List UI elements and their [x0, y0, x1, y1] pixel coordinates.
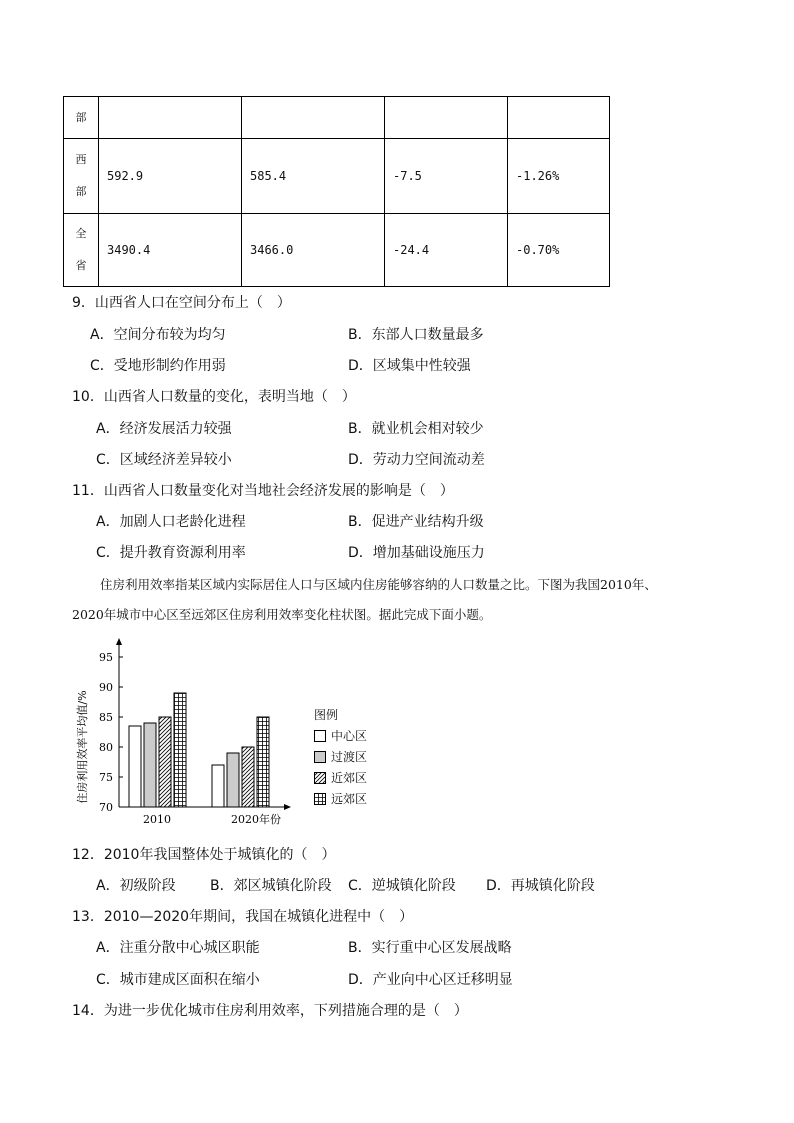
table-cell: 592.9: [99, 139, 242, 214]
option-13b[interactable]: B．实行重中心区发展战略: [348, 940, 512, 956]
option-11d[interactable]: D．增加基础设施压力: [348, 545, 485, 561]
legend-item: 近郊区: [314, 767, 367, 788]
table-cell: -24.4: [385, 214, 508, 287]
option-9a[interactable]: A．空间分布较为均匀: [90, 327, 226, 343]
table-cell: 3490.4: [99, 214, 242, 287]
option-10d[interactable]: D．劳动力空间流动差: [348, 452, 485, 468]
bar-gray-2020: [227, 753, 239, 807]
bar-diagonal-2020: [242, 747, 254, 807]
bar-blank-2010: [129, 726, 141, 807]
option-13a[interactable]: A．注重分散中心城区职能: [96, 940, 260, 956]
legend-item: 远郊区: [314, 788, 367, 809]
option-13d[interactable]: D．产业向中心区迁移明显: [348, 972, 513, 988]
y-axis-label: 住房利用效率平均值/%: [76, 690, 89, 804]
legend-item: 中心区: [314, 725, 367, 746]
table-cell: 585.4: [242, 139, 385, 214]
table-cell: 3466.0: [242, 214, 385, 287]
option-10a[interactable]: A．经济发展活力较强: [96, 421, 232, 437]
bar-blank-2020: [212, 765, 224, 807]
question-11: 11．山西省人口数量变化对当地社会经济发展的影响是（ ）: [72, 483, 454, 499]
region-cell: 西 部: [64, 139, 99, 214]
option-12b[interactable]: B．郊区城镇化阶段: [210, 878, 332, 894]
legend-swatch-grid: [314, 793, 326, 805]
table-cell: [99, 97, 242, 139]
legend-title: 图例: [314, 708, 339, 722]
question-12: 12．2010年我国整体处于城镇化的（ ）: [72, 847, 336, 863]
y-tick-label: 80: [99, 741, 113, 754]
passage-line-2: 2020年城市中心区至远郊区住房利用效率变化柱状图。据此完成下面小题。: [72, 607, 492, 622]
table-cell: -0.70%: [508, 214, 610, 287]
question-13: 13．2010—2020年期间，我国在城镇化进程中（ ）: [72, 909, 414, 925]
legend-swatch-blank: [314, 730, 326, 742]
y-tick-label: 95: [99, 651, 113, 664]
x-tick-label-2010: 2010: [143, 813, 171, 826]
option-9b[interactable]: B．东部人口数量最多: [348, 327, 484, 343]
option-11c[interactable]: C．提升教育资源利用率: [96, 545, 246, 561]
legend-item: 过渡区: [314, 746, 367, 767]
y-tick-label: 85: [99, 711, 113, 724]
table-cell: [385, 97, 508, 139]
option-12a[interactable]: A．初级阶段: [96, 878, 176, 894]
table-cell: -1.26%: [508, 139, 610, 214]
table-row: [64, 139, 610, 214]
y-tick-label: 90: [99, 681, 113, 694]
bar-gray-2010: [144, 723, 156, 807]
question-10: 10．山西省人口数量的变化，表明当地（ ）: [72, 389, 356, 405]
legend-swatch-gray: [314, 751, 326, 763]
region-cell: 全 省: [64, 214, 99, 287]
option-9c[interactable]: C．受地形制约作用弱: [90, 358, 226, 374]
x-axis-category-2020-label: 2020年份: [231, 813, 281, 826]
question-14: 14．为进一步优化城市住房利用效率，下列措施合理的是（ ）: [72, 1003, 468, 1019]
question-9: 9．山西省人口在空间分布上（ ）: [72, 295, 291, 311]
y-tick-label: 75: [99, 771, 113, 784]
option-11a[interactable]: A．加剧人口老龄化进程: [96, 514, 246, 530]
option-10b[interactable]: B．就业机会相对较少: [348, 421, 484, 437]
table-cell: [242, 97, 385, 139]
passage-line-1: 住房利用效率指某区域内实际居住人口与区域内住房能够容纳的人口数量之比。下图为我国2010年、: [100, 577, 657, 592]
option-10c[interactable]: C．区域经济差异较小: [96, 452, 232, 468]
bar-diagonal-2010: [159, 717, 171, 807]
option-9d[interactable]: D．区域集中性较强: [348, 358, 471, 374]
table-row: [64, 97, 610, 139]
option-11b[interactable]: B．促进产业结构升级: [348, 514, 484, 530]
option-13c[interactable]: C．城市建成区面积在缩小: [96, 972, 260, 988]
table-cell: -7.5: [385, 139, 508, 214]
legend-swatch-diagonal: [314, 772, 326, 784]
table-row: [64, 214, 610, 287]
chart-legend: [314, 705, 367, 809]
option-12c[interactable]: C．逆城镇化阶段: [348, 878, 456, 894]
y-tick-label: 70: [99, 801, 113, 814]
population-table: [63, 96, 610, 287]
region-cell: 部: [64, 97, 99, 139]
table-cell: [508, 97, 610, 139]
bar-grid-2020: [257, 717, 269, 807]
bar-grid-2010: [174, 693, 186, 807]
option-12d[interactable]: D．再城镇化阶段: [486, 878, 595, 894]
